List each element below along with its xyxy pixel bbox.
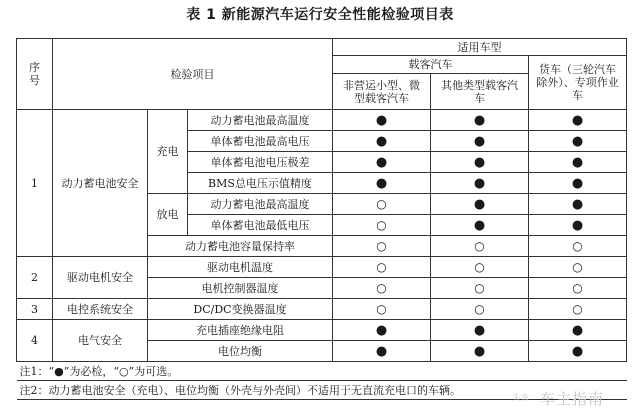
mark-cell: [529, 257, 627, 278]
mark-cell: [529, 320, 627, 341]
mark-icon: ●: [375, 343, 388, 359]
mark-icon: ●: [571, 322, 584, 338]
mark-icon: ●: [571, 133, 584, 149]
mark-cell: [431, 152, 529, 173]
mark-icon: ●: [375, 322, 388, 338]
group-1-num: 1: [17, 110, 53, 257]
note-row: [17, 362, 627, 381]
mark-icon: ●: [375, 175, 388, 191]
mark-cell: [431, 110, 529, 131]
note-1: 注1：“●”为必检，“○”为可选。: [17, 362, 627, 381]
mark-icon: ○: [572, 238, 583, 253]
mark-icon: ○: [474, 280, 485, 295]
mark-icon: ●: [473, 343, 486, 359]
mark-icon: ●: [473, 196, 486, 212]
group-3-name: 电控系统安全: [53, 299, 148, 320]
table-row: [17, 110, 627, 131]
row-item: 单体蓄电池最高电压: [188, 131, 333, 152]
mark-icon: ●: [571, 343, 584, 359]
mark-icon: ○: [376, 280, 387, 295]
note-row: [17, 381, 627, 400]
mark-cell: [529, 152, 627, 173]
table-row: [17, 299, 627, 320]
mark-icon: ○: [376, 217, 387, 232]
header-col-c: 货车（三轮汽车除外）、专项作业车: [529, 56, 627, 110]
mark-icon: ○: [474, 238, 485, 253]
mark-icon: ●: [473, 133, 486, 149]
header-applicable: 适用车型: [333, 39, 627, 56]
group-3-num: 3: [17, 299, 53, 320]
mark-icon: ○: [572, 280, 583, 295]
header-col-a: 非营运小型、微型载客汽车: [333, 74, 431, 110]
mark-cell: [333, 278, 431, 299]
mark-icon: ●: [571, 154, 584, 170]
mark-cell: [431, 299, 529, 320]
mark-icon: ●: [473, 322, 486, 338]
mark-cell: [529, 236, 627, 257]
mark-icon: ○: [376, 196, 387, 211]
mark-cell: [529, 341, 627, 362]
mark-icon: ○: [572, 301, 583, 316]
mark-icon: ○: [376, 238, 387, 253]
group-2-name: 驱动电机安全: [53, 257, 148, 299]
watermark-sub: 头条: [511, 393, 530, 402]
mark-cell: [529, 194, 627, 215]
row-item: 驱动电机温度: [148, 257, 333, 278]
row-item: 动力蓄电池最高温度: [188, 194, 333, 215]
mark-cell: [529, 278, 627, 299]
mark-cell: [333, 257, 431, 278]
mark-icon: ●: [571, 175, 584, 191]
mark-cell: [431, 257, 529, 278]
mark-cell: [529, 173, 627, 194]
mark-icon: ●: [375, 112, 388, 128]
mark-cell: [529, 110, 627, 131]
row-item: 电机控制器温度: [148, 278, 333, 299]
mark-icon: ●: [571, 196, 584, 212]
group-4-num: 4: [17, 320, 53, 362]
row-item: DC/DC变换器温度: [148, 299, 333, 320]
mark-cell: [431, 131, 529, 152]
header-row-1: [17, 39, 627, 56]
mark-cell: [333, 131, 431, 152]
mark-icon: ●: [375, 133, 388, 149]
mark-cell: [333, 215, 431, 236]
note-2: 注2：动力蓄电池安全（充电）、电位均衡（外壳与外壳间）不适用于无直流充电口的车辆。: [17, 381, 627, 400]
mark-cell: [431, 173, 529, 194]
mark-cell: [333, 320, 431, 341]
row-item: BMS总电压示值精度: [188, 173, 333, 194]
group-4-name: 电气安全: [53, 320, 148, 362]
mark-icon: ○: [474, 301, 485, 316]
mark-cell: [333, 236, 431, 257]
mark-icon: ●: [473, 175, 486, 191]
mark-icon: ●: [473, 112, 486, 128]
mark-cell: [431, 278, 529, 299]
row-item: 动力蓄电池最高温度: [188, 110, 333, 131]
mark-icon: ●: [473, 154, 486, 170]
mark-cell: [333, 299, 431, 320]
group-1-charge: 充电: [148, 110, 188, 194]
mark-cell: [333, 173, 431, 194]
mark-cell: [431, 320, 529, 341]
mark-cell: [529, 299, 627, 320]
mark-cell: [333, 341, 431, 362]
group-1-retention: 动力蓄电池容量保持率: [148, 236, 333, 257]
group-1-discharge: 放电: [148, 194, 188, 236]
header-item: 检验项目: [53, 39, 333, 110]
mark-cell: [431, 194, 529, 215]
mark-cell: [333, 194, 431, 215]
table-row: [17, 257, 627, 278]
mark-cell: [431, 341, 529, 362]
mark-icon: ●: [375, 154, 388, 170]
mark-cell: [333, 152, 431, 173]
watermark: [511, 388, 604, 409]
table-row: [17, 320, 627, 341]
mark-cell: [333, 110, 431, 131]
group-2-num: 2: [17, 257, 53, 299]
header-passenger: 载客汽车: [333, 56, 529, 74]
mark-cell: [431, 215, 529, 236]
watermark-text: 车主指南: [539, 390, 604, 408]
mark-icon: ○: [376, 259, 387, 274]
mark-icon: ○: [572, 259, 583, 274]
row-item: 充电插座绝缘电阻: [148, 320, 333, 341]
header-col-b: 其他类型载客汽车: [431, 74, 529, 110]
mark-icon: ○: [474, 259, 485, 274]
row-item: 单体蓄电池最低电压: [188, 215, 333, 236]
mark-cell: [529, 131, 627, 152]
mark-icon: ●: [571, 112, 584, 128]
group-1-name: 动力蓄电池安全: [53, 110, 148, 257]
header-seq: 序号: [17, 39, 53, 110]
mark-cell: [529, 215, 627, 236]
mark-icon: ●: [473, 217, 486, 233]
row-item: 电位均衡: [148, 341, 333, 362]
mark-cell: [431, 236, 529, 257]
inspection-table: [16, 38, 627, 400]
table-title: 表 1 新能源汽车运行安全性能检验项目表: [186, 7, 454, 23]
row-item: 单体蓄电池电压极差: [188, 152, 333, 173]
mark-icon: ○: [376, 301, 387, 316]
mark-icon: ●: [571, 217, 584, 233]
